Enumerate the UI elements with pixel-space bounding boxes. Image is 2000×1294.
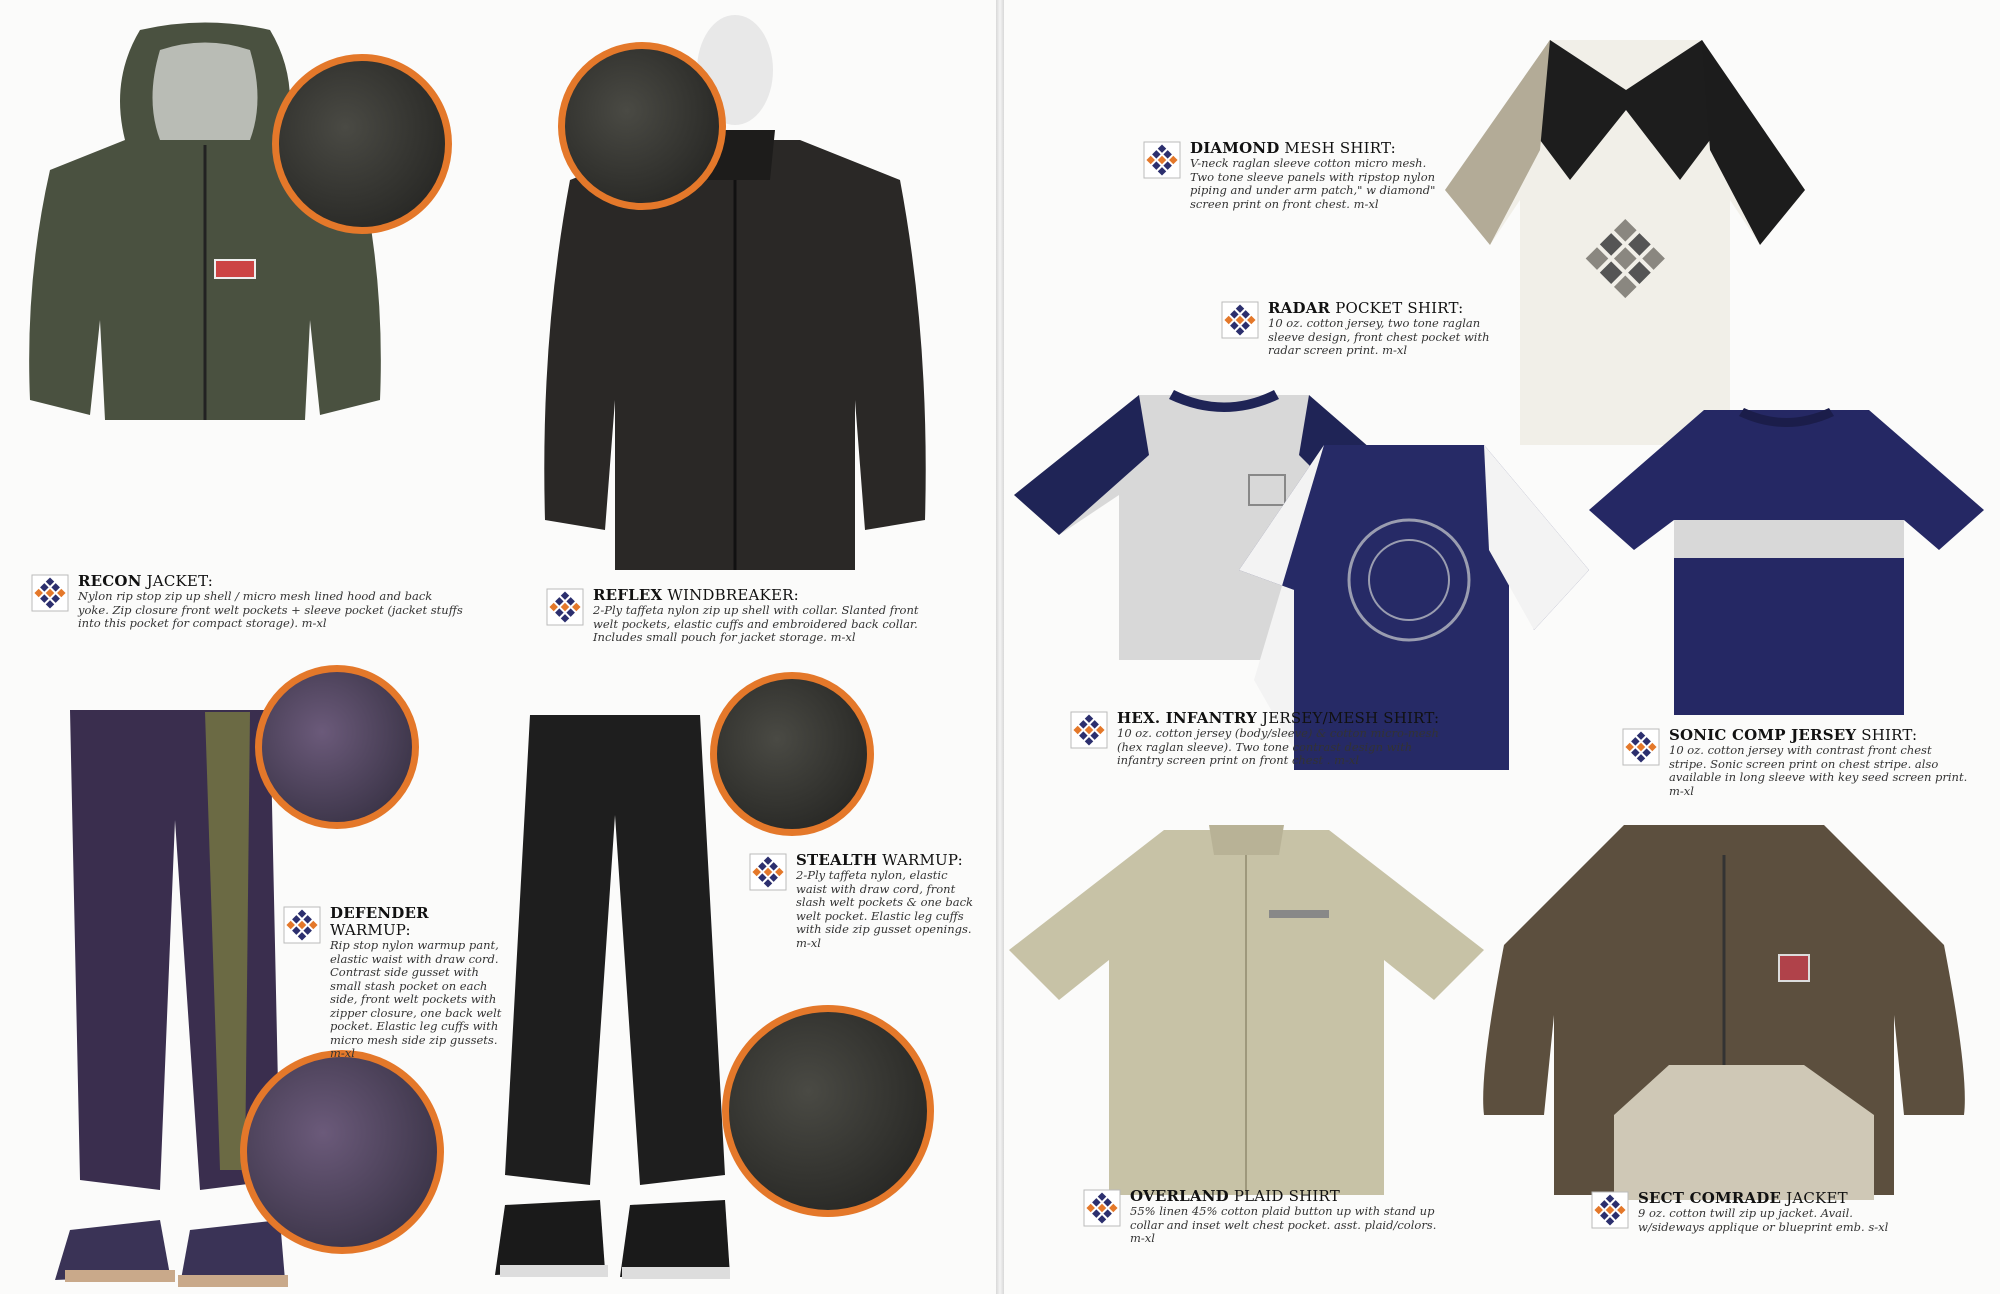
product-name: RADAR xyxy=(1268,299,1331,317)
product-description: Nylon rip stop zip up shell / micro mesh lined hood and back yoke. Zip closure front welt pockets + sleeve pocket (jacket stuffs into this pocket for compact storage). m-xl xyxy=(78,589,463,630)
product-description: 2-Ply taffeta nylon, elastic waist with draw cord, front slash welt pockets & one back welt pocket. Elastic leg cuffs with side zip gusset openings. m-xl xyxy=(796,868,973,950)
page-gutter xyxy=(996,0,1004,1294)
diamond-caption xyxy=(1142,140,1452,211)
product-name: STEALTH xyxy=(796,851,878,869)
product-type: JERSEY/MESH SHIRT: xyxy=(1261,709,1440,727)
diamond-logo-icon xyxy=(545,587,585,627)
product-name: SECT COMRADE xyxy=(1638,1189,1782,1207)
defender-waist-detail-circle xyxy=(255,665,419,829)
recon-caption xyxy=(30,573,465,631)
defender-cuff-detail-circle xyxy=(240,1050,444,1254)
product-type: WINDBREAKER: xyxy=(667,586,799,604)
diamond-logo-icon xyxy=(1142,140,1182,180)
product-name: DIAMOND xyxy=(1190,139,1280,157)
sect-comrade-jacket-photo xyxy=(1474,815,1974,1205)
product-description: 10 oz. cotton jersey (body/sleeve) & cotton micro-mesh (hex raglan sleeve). Two tone contrast design with infantry screen print on front chest . m-xl xyxy=(1117,726,1439,767)
product-name: RECON xyxy=(78,572,142,590)
defender-caption xyxy=(282,905,512,1061)
stealth-waist-detail-circle xyxy=(710,672,874,836)
diamond-logo-icon xyxy=(748,852,788,892)
overland-plaid-shirt-photo xyxy=(1004,820,1489,1200)
product-name: SONIC COMP JERSEY xyxy=(1669,726,1857,744)
product-type: POCKET SHIRT: xyxy=(1335,299,1464,317)
product-type: SHIRT: xyxy=(1861,726,1918,744)
recon-detail-circle xyxy=(272,54,452,234)
diamond-logo-icon xyxy=(1220,300,1260,340)
hex-infantry-caption xyxy=(1069,710,1449,768)
reflex-caption xyxy=(545,587,935,645)
product-description: Rip stop nylon warmup pant, elastic waist with draw cord. Contrast side gusset with small stash pocket on each side, front welt pockets with zipper closure, one back welt pocket. Elastic leg cuffs with micro mesh side zip gussets. m-xl xyxy=(330,938,502,1060)
product-description: 10 oz. cotton jersey with contrast front chest stripe. Sonic screen print on chest stripe. also available in long sleeve with key seed screen print. m-xl xyxy=(1669,743,1968,798)
product-description: 9 oz. cotton twill zip up jacket. Avail. w/sideways applique or blueprint emb. s-xl xyxy=(1638,1206,1889,1234)
diamond-logo-icon xyxy=(1082,1188,1122,1228)
diamond-logo-icon xyxy=(282,905,322,945)
right-page xyxy=(1004,0,2000,1294)
product-name: OVERLAND xyxy=(1130,1187,1229,1205)
stealth-cuff-detail-circle xyxy=(722,1005,934,1217)
sonic-comp-jersey-photo xyxy=(1584,400,1989,720)
diamond-logo-icon xyxy=(1069,710,1109,750)
diamond-logo-icon xyxy=(1590,1190,1630,1230)
product-name: DEFENDER xyxy=(330,904,429,922)
stealth-warmup-photo xyxy=(490,705,740,1285)
reflex-detail-circle xyxy=(558,42,726,210)
product-description: 55% linen 45% cotton plaid button up with stand up collar and inset welt chest pocket. asst. plaid/colors. m-xl xyxy=(1130,1204,1437,1245)
diamond-mesh-shirt-photo xyxy=(1440,30,1812,450)
product-name: HEX. INFANTRY xyxy=(1117,709,1258,727)
product-description: 2-Ply taffeta nylon zip up shell with collar. Slanted front welt pockets, elastic cuffs and embroidered back collar. Includes small pouch for jacket storage. m-xl xyxy=(593,603,919,644)
left-page xyxy=(0,0,996,1294)
overland-caption xyxy=(1082,1188,1442,1246)
stealth-caption xyxy=(748,852,978,950)
product-description: V-neck raglan sleeve cotton micro mesh. Two tone sleeve panels with ripstop nylon piping and under arm patch," w diamond" screen print on front chest. m-xl xyxy=(1190,156,1436,211)
product-type: JACKET xyxy=(1786,1189,1848,1207)
diamond-logo-icon xyxy=(1621,727,1661,767)
product-type: MESH SHIRT: xyxy=(1284,139,1396,157)
product-type: WARMUP: xyxy=(882,851,963,869)
diamond-logo-icon xyxy=(30,573,70,613)
sect-comrade-caption xyxy=(1590,1190,1890,1234)
product-type: PLAID SHIRT xyxy=(1233,1187,1340,1205)
product-description: 10 oz. cotton jersey, two tone raglan sleeve design, front chest pocket with radar screen print. m-xl xyxy=(1268,316,1490,357)
product-type: JACKET: xyxy=(146,572,213,590)
sonic-caption xyxy=(1621,727,1971,798)
product-name: REFLEX xyxy=(593,586,663,604)
product-type: WARMUP: xyxy=(330,921,411,939)
radar-caption xyxy=(1220,300,1510,358)
